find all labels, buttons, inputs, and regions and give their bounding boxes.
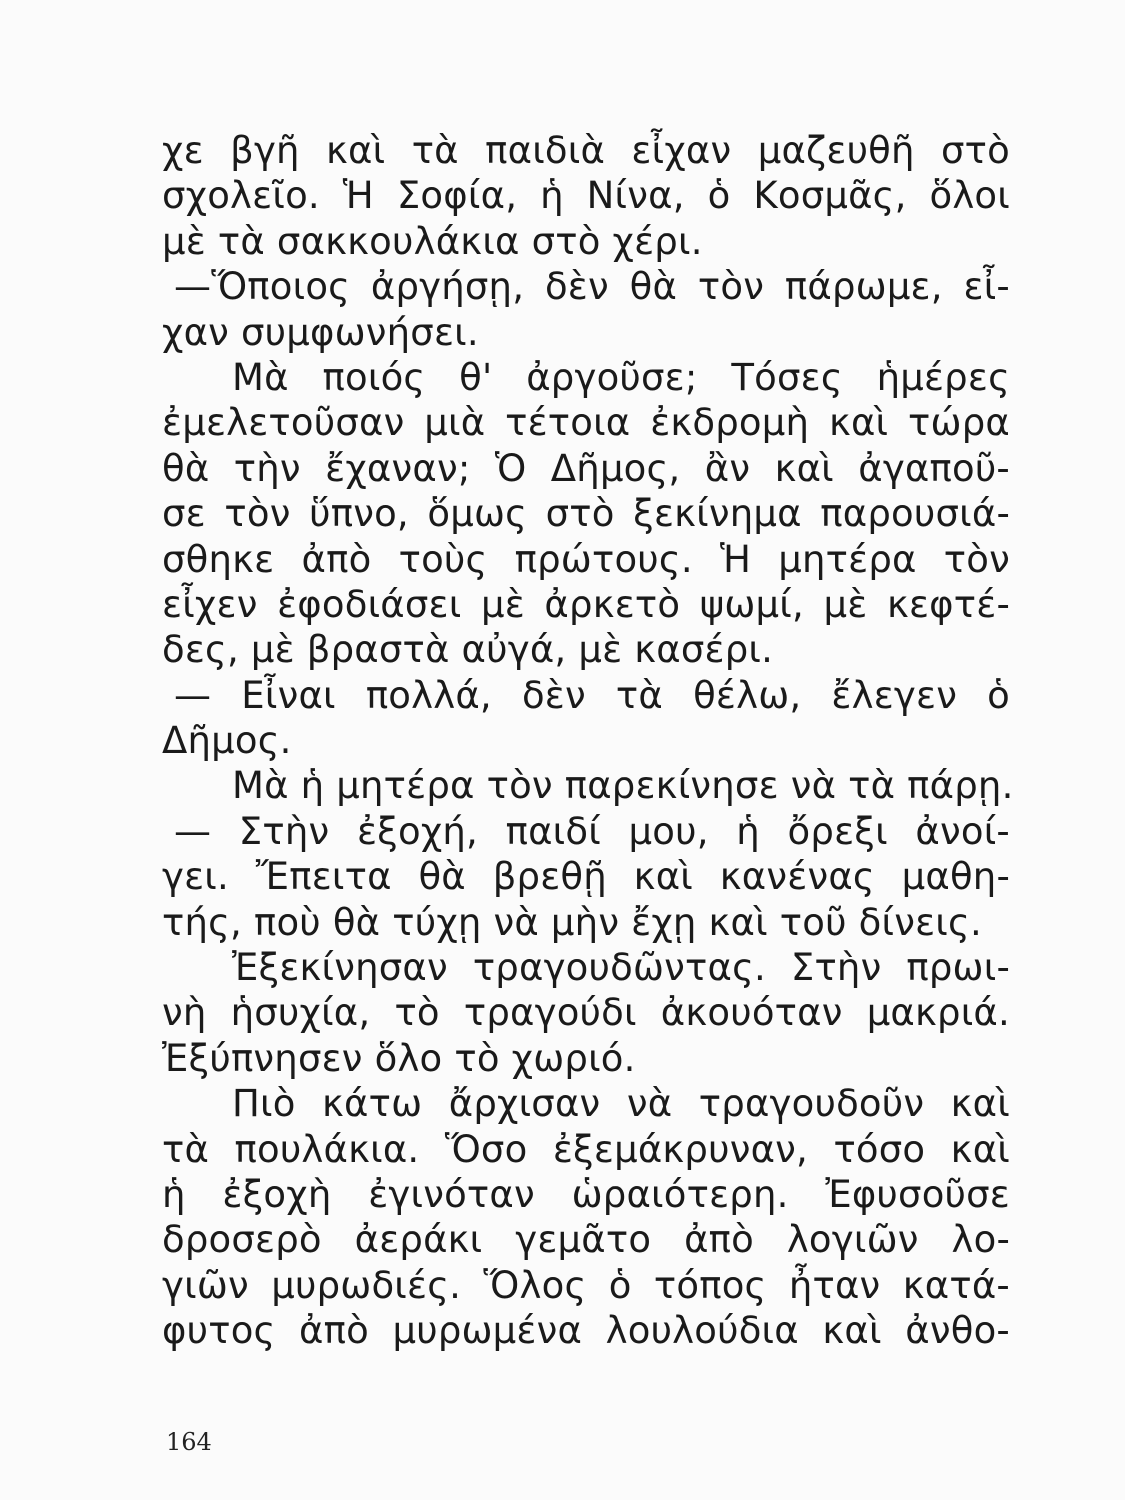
text-line: γιῶν μυρωδιές. Ὅλος ὁ τόπος ἦταν κατά-	[162, 1263, 1010, 1307]
text-line: τὰ πουλάκια. Ὅσο ἐξεμάκρυναν, τόσο καὶ	[162, 1127, 1010, 1171]
text-line: σχολεῖο. Ἡ Σοφία, ἡ Νίνα, ὁ Κοσμᾶς, ὅλοι	[162, 174, 1010, 218]
text-line: — Εἶναι πολλά, δὲν τὰ θέλω, ἔλεγεν ὁ	[174, 673, 1010, 717]
text-line: χαν συμφωνήσει.	[162, 310, 479, 354]
text-line: δροσερὸ ἀεράκι γεμᾶτο ἀπὸ λογιῶν λο-	[162, 1218, 1010, 1262]
text-line: θὰ τὴν ἔχαναν; Ὁ Δῆμος, ἂν καὶ ἀγαποῦ-	[162, 446, 1010, 490]
text-line: — Στὴν ἐξοχή, παιδί μου, ἡ ὄρεξι ἀνοί-	[174, 809, 1010, 853]
text-line: μὲ τὰ σακκουλάκια στὸ χέρι.	[162, 219, 703, 263]
text-line: νὴ ἡσυχία, τὸ τραγούδι ἀκουόταν μακριά.	[162, 991, 1010, 1035]
text-line: Ἐξύπνησεν ὅλο τὸ χωριό.	[162, 1036, 636, 1080]
text-line: σε τὸν ὕπνο, ὅμως στὸ ξεκίνημα παρουσιά-	[162, 492, 1010, 536]
text-line: γει. Ἔπειτα θὰ βρεθῇ καὶ κανένας μαθη-	[162, 855, 1010, 899]
text-line: —Ὅποιος ἀργήσῃ, δὲν θὰ τὸν πάρωμε, εἶ-	[174, 265, 1010, 309]
text-line: ἡ ἐξοχὴ ἐγινόταν ὡραιότερη. Ἐφυσοῦσε	[162, 1172, 1010, 1216]
text-line: σθηκε ἀπὸ τοὺς πρώτους. Ἡ μητέρα τὸν	[162, 537, 1010, 581]
body-text	[162, 128, 1014, 1354]
text-line: Δῆμος.	[162, 719, 292, 763]
text-line: ἐμελετοῦσαν μιὰ τέτοια ἐκδρομὴ καὶ τώρα	[162, 401, 1010, 445]
text-line: τής, ποὺ θὰ τύχῃ νὰ μὴν ἔχῃ καὶ τοῦ δίνεις.	[162, 900, 982, 944]
text-line: δες, μὲ βραστὰ αὐγά, μὲ κασέρι.	[162, 628, 774, 672]
text-line: Πιὸ κάτω ἄρχισαν νὰ τραγουδοῦν καὶ	[232, 1082, 1010, 1126]
text-line: φυτος ἀπὸ μυρωμένα λουλούδια καὶ ἀνθο-	[162, 1309, 1010, 1353]
text-line: εἶχεν ἐφοδιάσει μὲ ἀρκετὸ ψωμί, μὲ κεφτέ-	[162, 582, 1010, 626]
text-line: Ἐξεκίνησαν τραγουδῶντας. Στὴν πρωι-	[232, 946, 1010, 990]
text-line: Μὰ ποιός θ' ἀργοῦσε; Τόσες ἡμέρες	[232, 355, 1010, 399]
text-line: Μὰ ἡ μητέρα τὸν παρεκίνησε νὰ τὰ πάρῃ.	[232, 764, 1014, 808]
page-number: 164	[166, 1428, 212, 1456]
text-line: χε βγῆ καὶ τὰ παιδιὰ εἶχαν μαζευθῆ στὸ	[162, 129, 1010, 172]
